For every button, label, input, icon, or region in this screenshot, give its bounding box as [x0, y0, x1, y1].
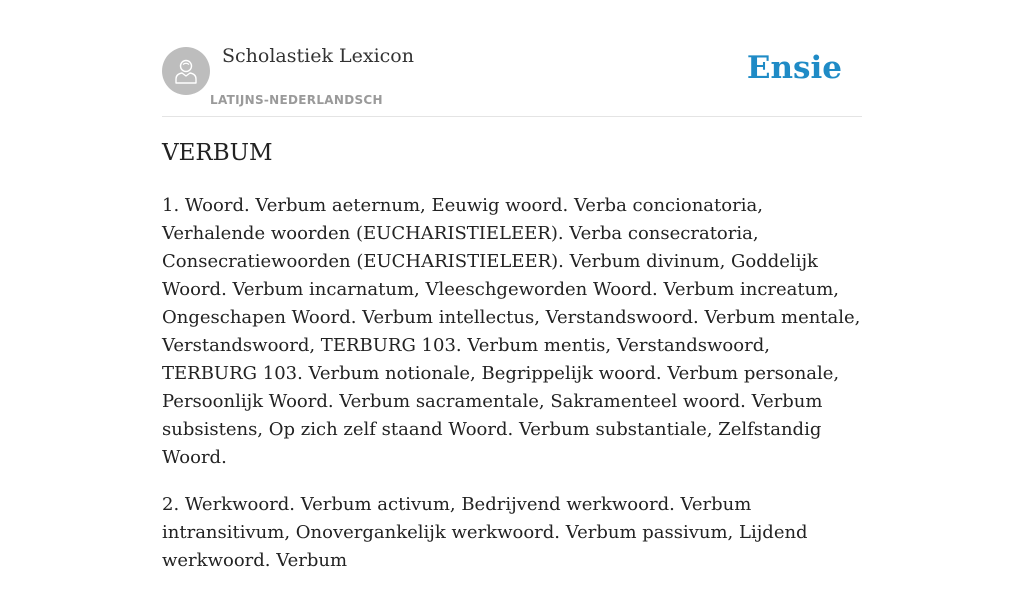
entry-definitions — [162, 192, 862, 594]
user-icon-glyph — [171, 56, 201, 86]
header — [162, 0, 862, 117]
entry-title: VERBUM — [162, 140, 273, 166]
definition-paragraph: 1. Woord. Verbum aeternum, Eeuwig woord. Verba concionatoria, Verhalende woorden (EUCHARISTIELEER). Verba consecratoria, Consecratiewoorden (EUCHARISTIELEER). Verbum divinum, Goddelijk Woord. Verbum incarnatum, Vleeschgeworden Woord. Verbum increatum, Ongeschapen Woord. Verbum intellectus, Verstandswoord. Verbum mentale, Verstandswoord, TERBURG 103. Verbum mentis, Verstandswoord, TERBURG 103. Verbum notionale, Begrippelijk woord. Verbum personale, Persoonlijk Woord. Verbum sacramentale, Sakramenteel woord. Verbum subsistens, Op zich zelf staand Woord. Verbum substantiale, Zelfstandig Woord. — [162, 195, 861, 468]
ensie-logo-link[interactable]: Ensie — [746, 50, 842, 86]
definition-paragraph: 2. Werkwoord. Verbum activum, Bedrijvend werkwoord. Verbum intransitivum, Onovergankelijk werkwoord. Verbum passivum, Lijdend werkwoord. Verbum — [162, 494, 808, 571]
lexicon-title[interactable]: Scholastiek Lexicon — [222, 45, 414, 67]
user-icon[interactable] — [162, 47, 210, 95]
lexicon-subtitle: LATIJNS-NEDERLANDSCH — [210, 93, 383, 107]
page — [162, 0, 862, 571]
